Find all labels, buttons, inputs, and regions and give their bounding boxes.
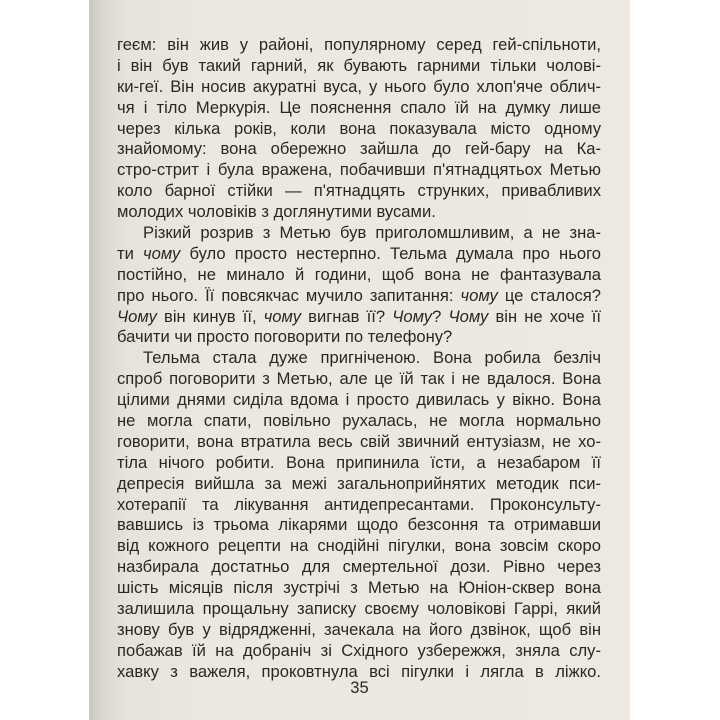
text-line: стро-стрит і була вражена, побачивши п'ятнадцятьох Метью — [117, 160, 601, 180]
text-line: Різкий розрив з Метью був приголомшливим, а не зна- — [143, 223, 601, 243]
text-line: депресія вийшла за межі загальноприйнятих методик пси- — [117, 473, 601, 493]
book-page — [89, 0, 630, 720]
text-line: геєм: він жив у районі, популярному серед гей-спільноти, — [117, 35, 601, 54]
text-line: вавшись із трьома лікарями щодо безсоння та отримавши — [117, 515, 601, 535]
text-line: бачити чи просто поговорити по телефону? — [117, 327, 453, 347]
emphasis: чому — [143, 243, 181, 263]
text-line: Чому він кинув її, чому вигнав її? Чому? Чому він не хоче її — [117, 306, 601, 326]
text-line: через кілька років, коли вона показувала місто одному — [117, 118, 601, 138]
text-line: ти чому було просто нестерпно. Тельма думала про нього — [117, 243, 601, 263]
text-line: говорити, вона втратила весь свій звичний ентузіазм, не хо- — [117, 431, 601, 451]
text-line: тіла нічого робити. Вона припинила їсти, а незабаром її — [117, 452, 601, 472]
text-line: залишила прощальну записку своєму чоловікові Гаррі, який — [117, 599, 601, 619]
emphasis: чому — [263, 306, 302, 326]
text-line: і він був такий гарний, як бувають гарними тільки чолові- — [117, 55, 601, 75]
body-text — [117, 35, 601, 683]
emphasis: Чому — [392, 306, 433, 326]
text-line: чя і тіло Меркурія. Це пояснення спало їй на думку лише — [117, 97, 601, 117]
text-line: знову був у відрядженні, зачекала на його дзвінок, щоб він — [117, 619, 601, 639]
text-line: побажав їй на добраніч зі Східного узбережжя, зняла слу- — [117, 640, 601, 660]
page-number: 35 — [350, 678, 369, 697]
text-line: про нього. Її повсякчас мучило запитання: чому це сталося? — [117, 285, 601, 305]
text-line: шість місяців після зустрічі з Метью на Юніон-сквер вона — [117, 578, 601, 598]
emphasis: Чому — [448, 306, 489, 326]
text-line: назбирала достатньо для смертельної дози. Рівно через — [117, 557, 601, 577]
text-line: ки-геї. Він носив акуратні вуса, у нього було хлоп'яче облич- — [117, 76, 601, 96]
emphasis: чому — [460, 285, 498, 305]
text-line: спроб поговорити з Метью, але це їй так і не вдалося. Вона — [117, 369, 601, 389]
text-line: цілими днями сиділа вдома і просто дивилась у вікно. Вона — [117, 390, 601, 410]
text-line: Тельма стала дуже пригніченою. Вона робила безліч — [143, 348, 601, 368]
text-line: коло барної стійки — п'ятнадцять струнких, привабливих — [117, 181, 601, 201]
text-line: від кожного рецепти на снодійні пігулки, вона зовсім скоро — [117, 536, 601, 556]
text-line: не могла спати, повільно рухалась, не могла нормально — [117, 411, 601, 431]
text-line: молодих чоловіків з доглянутими вусами. — [117, 202, 436, 222]
text-line: хавку з важеля, проковтнула всі пігулки і лягла в ліжко. — [117, 661, 601, 681]
text-line: знайомому: вона обережно зайшла до гей-бару на Ка- — [117, 139, 601, 159]
text-line: хотерапії та лікування антидепресантами. Проконсульту- — [117, 494, 601, 514]
text-line: постійно, не минало й години, щоб вона не фантазувала — [117, 264, 601, 284]
emphasis: Чому — [117, 306, 157, 326]
